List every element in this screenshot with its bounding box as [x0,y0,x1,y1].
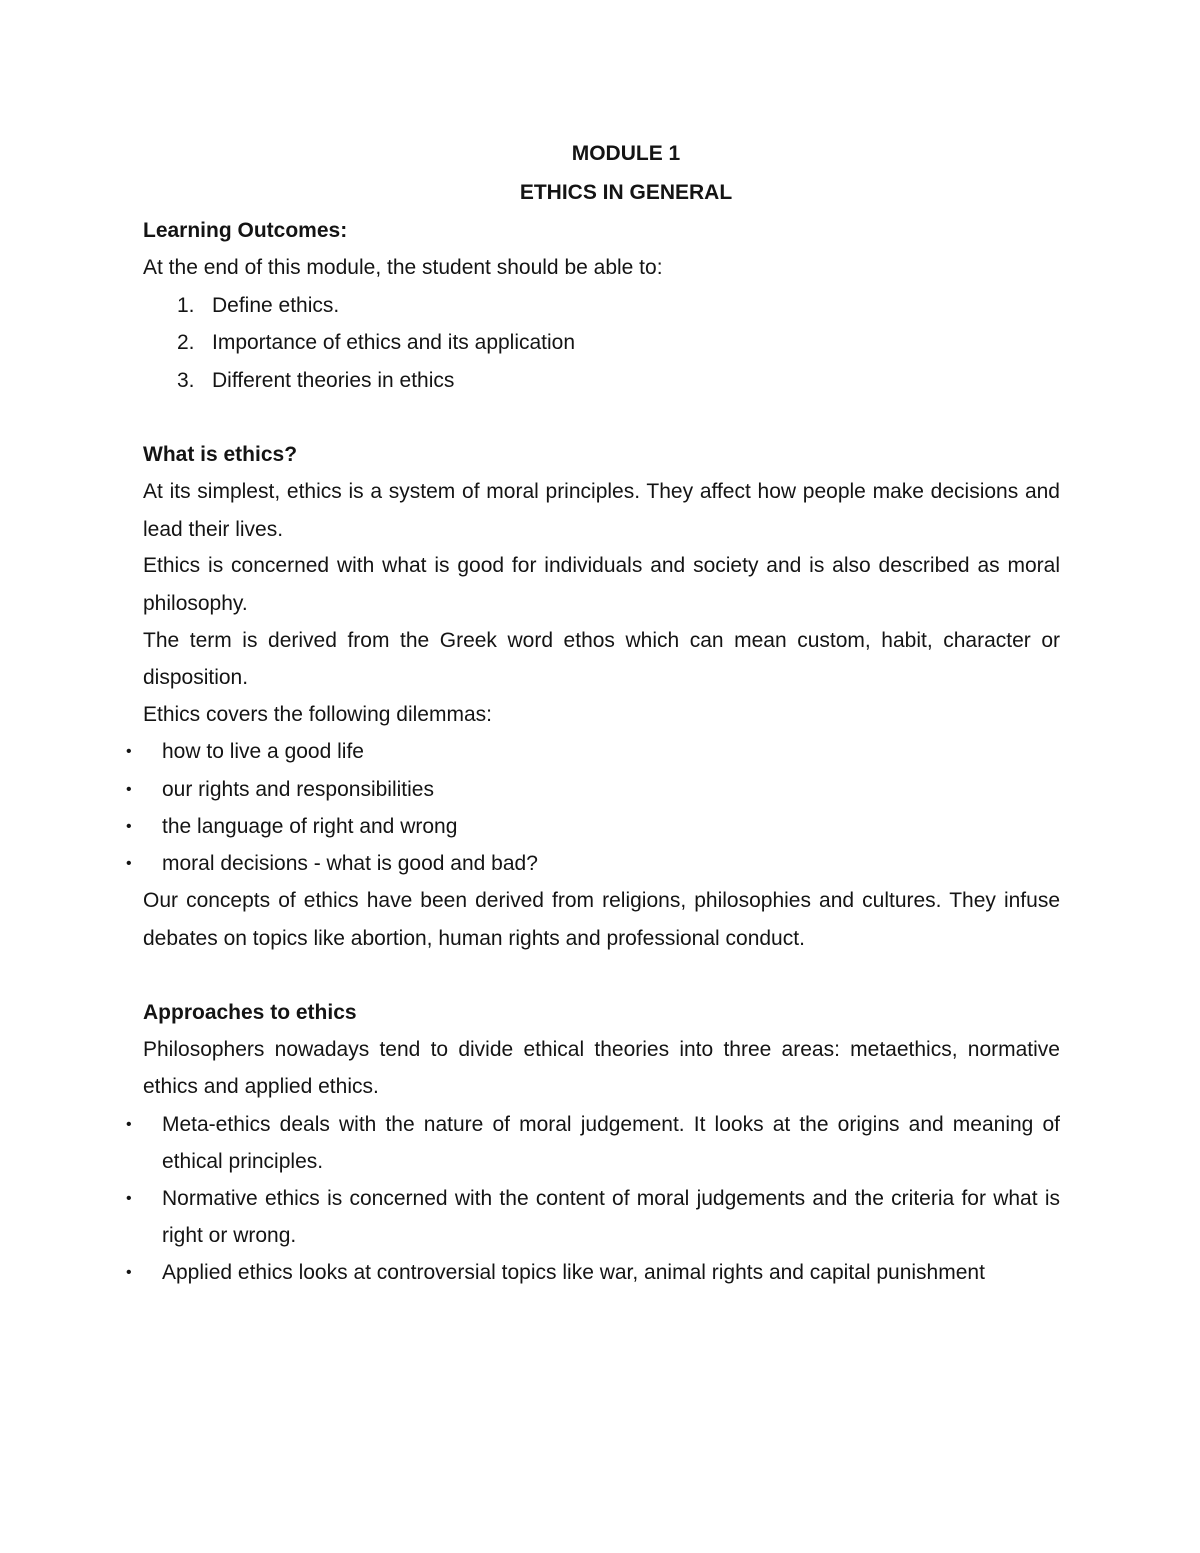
paragraph-line: Ethics is concerned with what is good for individuals and society and is also described as moral [143,554,1060,577]
outcome-item: Different theories in ethics [212,369,455,392]
outcome-item: Define ethics. [212,294,340,317]
outcome-marker: 2. [177,331,195,354]
approaches-heading: Approaches to ethics [143,1001,357,1024]
paragraph-line: disposition. [143,666,249,689]
paragraph-line: ethics and applied ethics. [143,1075,379,1098]
outcome-item: Importance of ethics and its application [212,331,576,354]
list-item: moral decisions - what is good and bad? [162,852,538,875]
list-item: Applied ethics looks at controversial topics like war, animal rights and capital punishment [162,1261,985,1284]
bullet-icon: • [126,1116,132,1133]
bullet-icon: • [126,1264,132,1281]
bullet-icon: • [126,1190,132,1207]
bullet-icon: • [126,781,132,798]
list-item: Normative ethics is concerned with the content of moral judgements and the criteria for what is [162,1187,1060,1210]
paragraph-line: Philosophers nowadays tend to divide ethical theories into three areas: metaethics, normative [143,1038,1060,1061]
list-item: our rights and responsibilities [162,778,434,801]
learning-outcomes-heading: Learning Outcomes: [143,219,348,242]
what-is-ethics-heading: What is ethics? [143,443,298,466]
module-title: ETHICS IN GENERAL [519,181,733,204]
dilemmas-intro: Ethics covers the following dilemmas: [143,703,492,726]
list-item-continuation: right or wrong. [162,1224,297,1247]
bullet-icon: • [126,743,132,760]
paragraph-line: debates on topics like abortion, human rights and professional conduct. [143,927,805,950]
paragraph-line: lead their lives. [143,518,284,541]
paragraph-line: Our concepts of ethics have been derived from religions, philosophies and cultures. They infuse [143,889,1060,912]
list-item: how to live a good life [162,740,364,763]
bullet-icon: • [126,818,132,835]
bullet-icon: • [126,855,132,872]
outcome-marker: 1. [177,294,195,317]
module-label: MODULE 1 [571,142,681,165]
paragraph-line: philosophy. [143,592,248,615]
list-item: the language of right and wrong [162,815,458,838]
learning-outcomes-intro: At the end of this module, the student should be able to: [143,256,663,279]
outcome-marker: 3. [177,369,195,392]
list-item-continuation: ethical principles. [162,1150,324,1173]
list-item: Meta-ethics deals with the nature of moral judgement. It looks at the origins and meaning of [162,1113,1060,1136]
paragraph-line: At its simplest, ethics is a system of moral principles. They affect how people make decisions and [143,480,1060,503]
paragraph-line: The term is derived from the Greek word ethos which can mean custom, habit, character or [143,629,1060,652]
